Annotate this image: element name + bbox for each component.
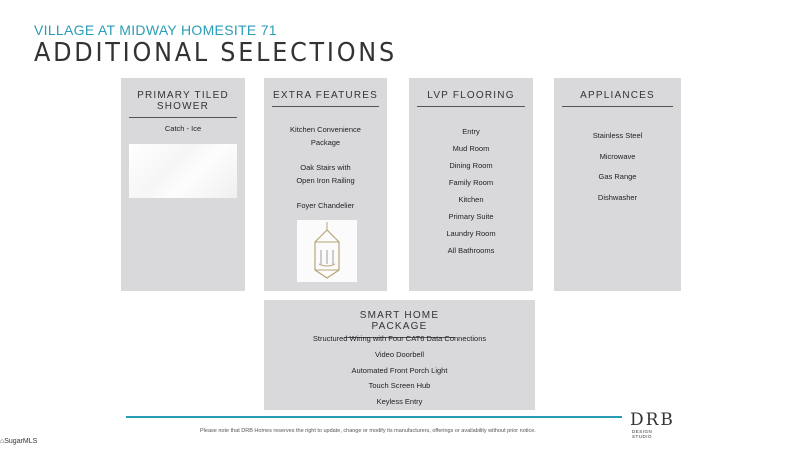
- list-item: Family Room: [448, 178, 494, 187]
- list-item: Laundry Room: [446, 229, 496, 238]
- card-lvp-flooring: [409, 78, 533, 291]
- list-item: Keyless Entry: [376, 397, 423, 407]
- card-extra-features: [264, 78, 387, 291]
- item-list: [270, 331, 529, 410]
- list-item: Catch - Ice: [164, 124, 202, 133]
- page-title: ADDITIONAL SELECTIONS: [34, 38, 397, 68]
- chandelier-image: [297, 220, 357, 282]
- tile-sample-image: [129, 144, 237, 198]
- mls-label: SugarMLS: [4, 438, 38, 445]
- list-item: Gas Range: [598, 172, 637, 181]
- item-list: [560, 126, 675, 208]
- list-item: Dishwasher: [597, 192, 638, 202]
- list-item: Mud Room: [452, 144, 490, 153]
- list-item: Primary Suite: [448, 212, 494, 221]
- card-smart-home-package: [264, 300, 535, 410]
- item-list: [270, 123, 381, 212]
- item-list: [127, 124, 239, 133]
- footer-disclaimer: Please note that DRB Homes reserves the right to update, change or modify its manufacturers, offerings or availability without prior notice.: [200, 428, 536, 434]
- house-icon: ⌂: [0, 438, 5, 445]
- card-title: LVP FLOORING: [417, 90, 525, 107]
- list-item: Microwave: [599, 151, 636, 161]
- page-subtitle: VILLAGE AT MIDWAY HOMESITE 71: [34, 22, 277, 38]
- list-item: Stainless Steel: [592, 131, 643, 140]
- item-list: [415, 123, 527, 259]
- list-item: Oak Stairs with: [300, 163, 351, 172]
- card-primary-tiled-shower: [121, 78, 245, 291]
- list-item: Foyer Chandelier: [296, 201, 355, 210]
- card-appliances: [554, 78, 681, 291]
- card-title: APPLIANCES: [562, 90, 673, 107]
- list-item: Kitchen Convenience: [290, 125, 361, 134]
- list-item: Structured Wiring with Four CAT6 Data Connections: [312, 334, 487, 343]
- logo-text: DRB: [630, 410, 675, 430]
- card-title: EXTRA FEATURES: [272, 90, 379, 107]
- footer-divider: [126, 416, 622, 418]
- mls-watermark: [0, 438, 37, 445]
- list-item: Dining Room: [449, 161, 493, 170]
- card-title: PRIMARY TILED SHOWER: [129, 90, 237, 118]
- list-item: Entry: [462, 127, 480, 136]
- list-item: Open Iron Railing: [296, 176, 355, 185]
- card-title: SMART HOME PACKAGE: [344, 310, 455, 338]
- list-item: Video Doorbell: [374, 349, 425, 359]
- logo-subtext: DESIGN STUDIO: [632, 429, 653, 439]
- list-item: All Bathrooms: [447, 246, 495, 255]
- drb-logo: [630, 410, 675, 439]
- list-item: Automated Front Porch Light: [351, 365, 448, 375]
- list-item: Touch Screen Hub: [368, 381, 431, 391]
- list-item: Kitchen: [458, 195, 484, 204]
- list-item: Package: [310, 138, 341, 147]
